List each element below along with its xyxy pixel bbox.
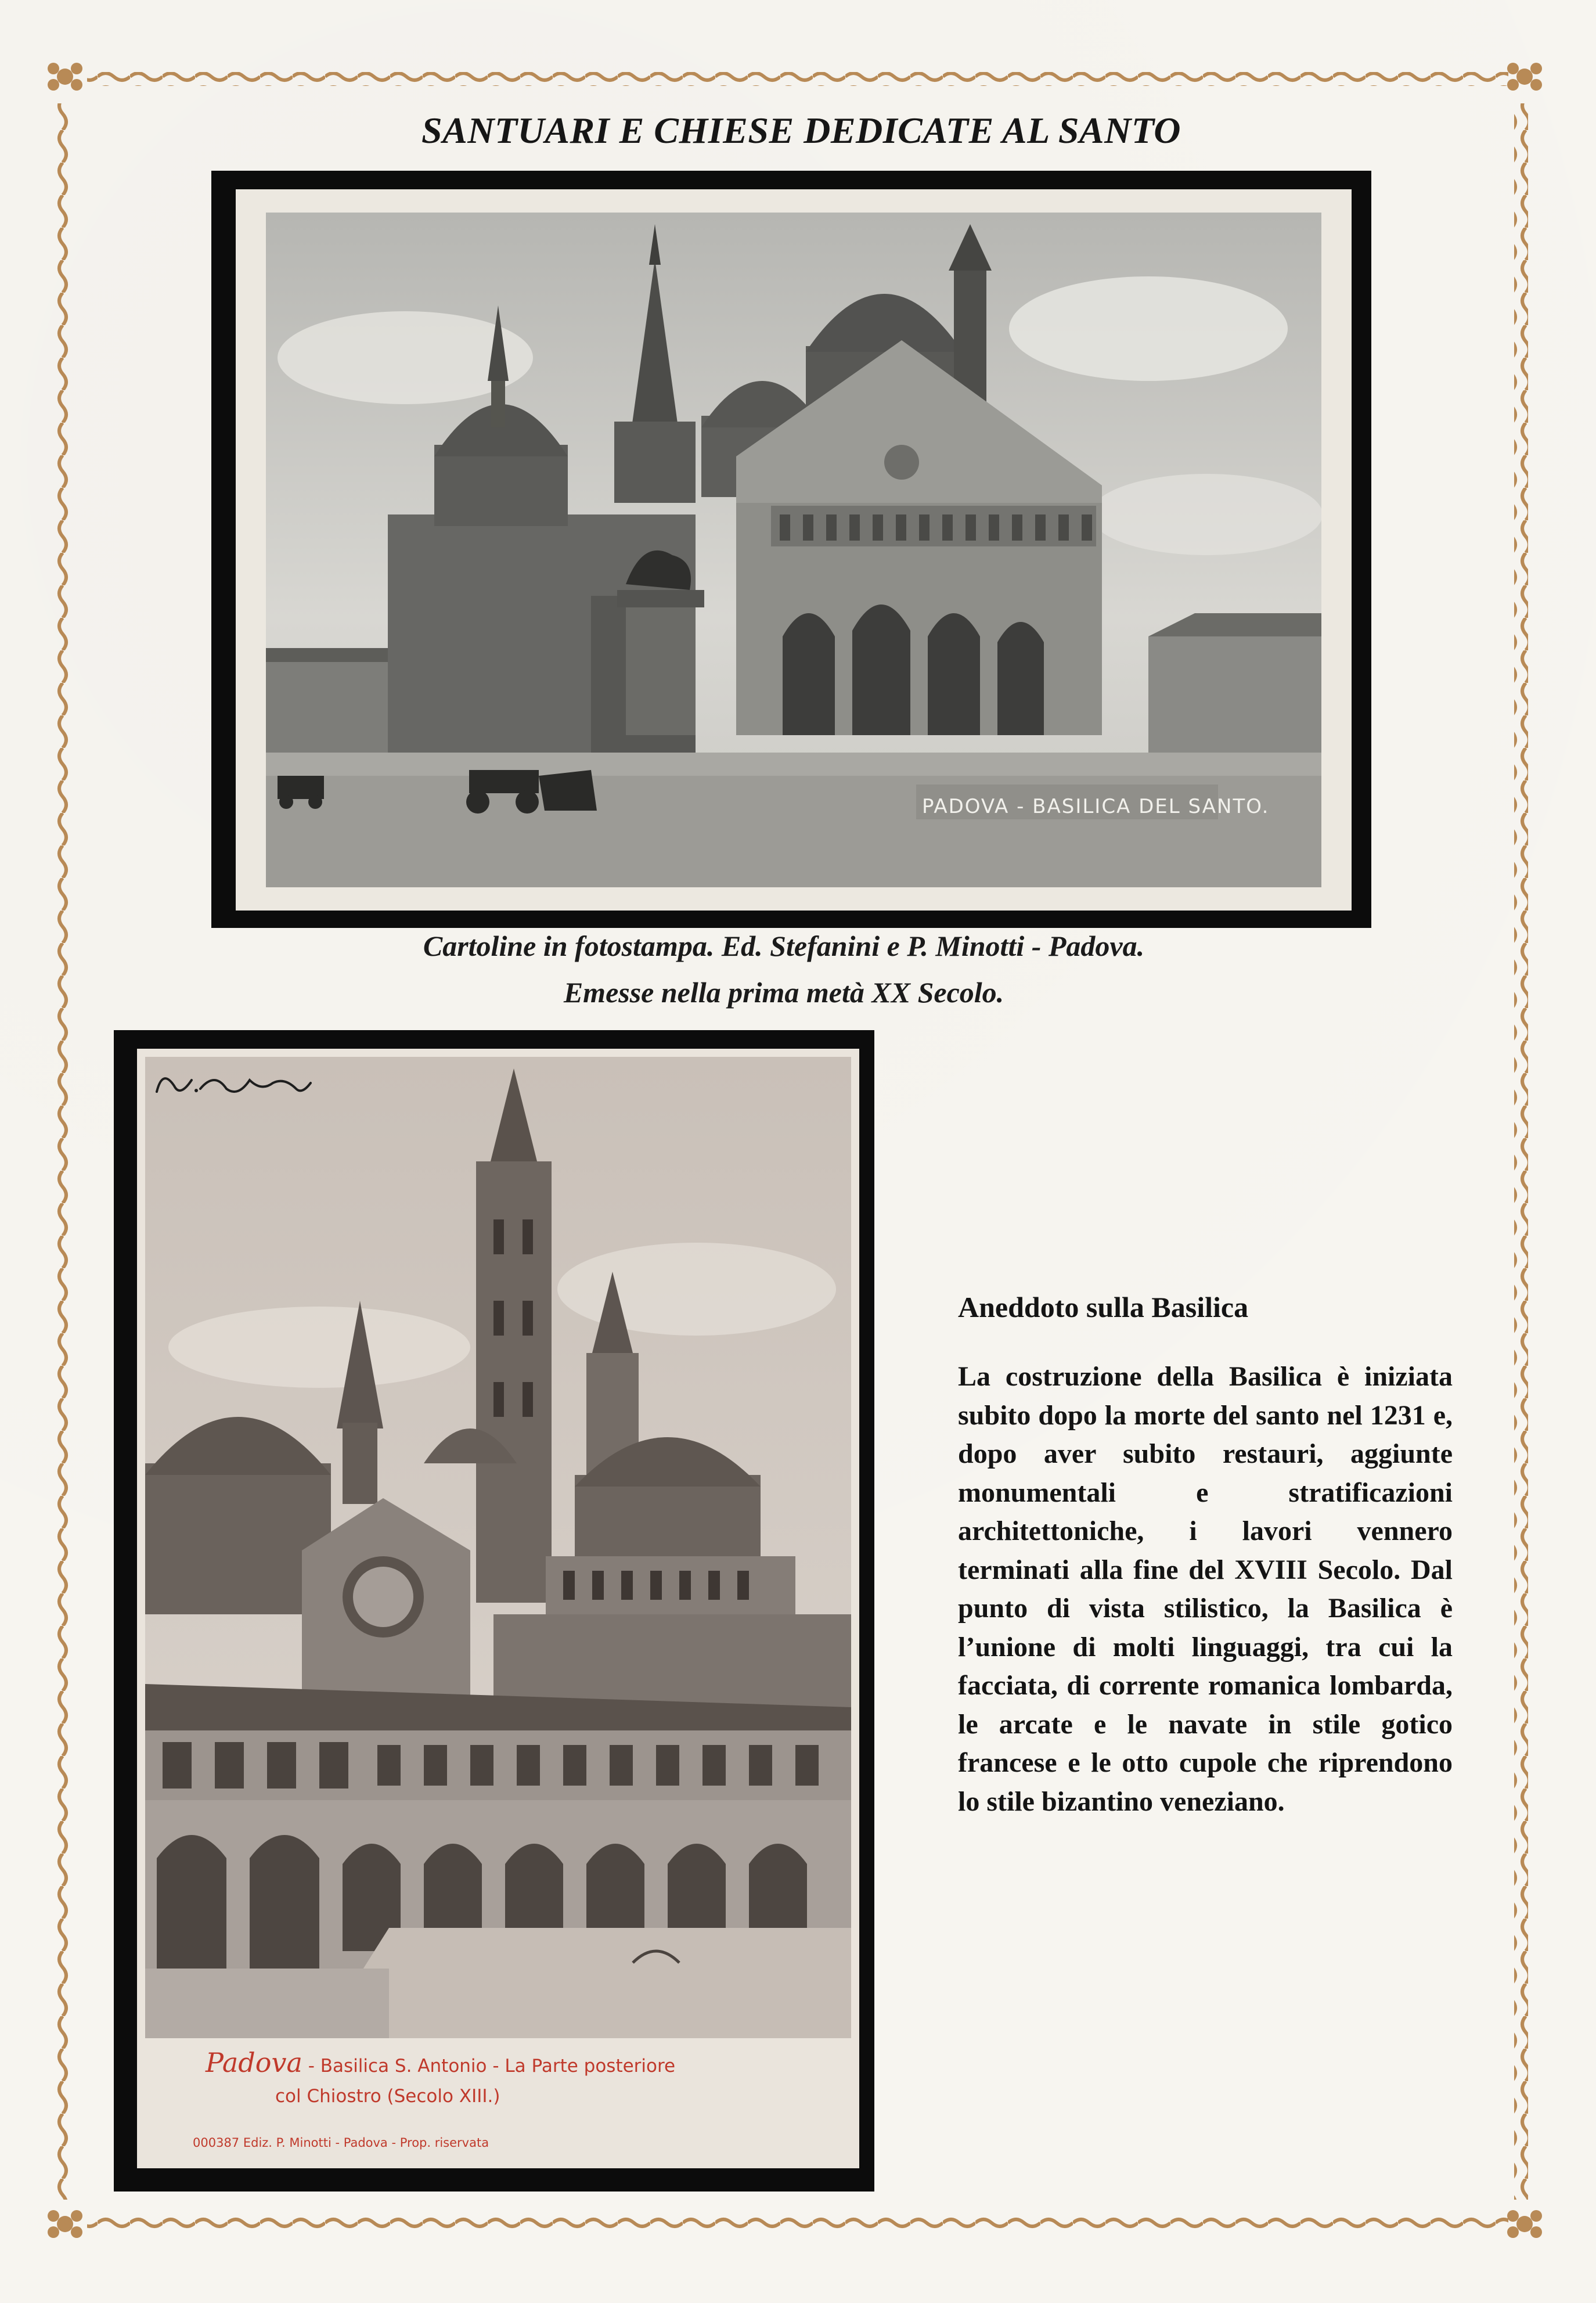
postcard-bottom-caption bbox=[206, 2047, 844, 2111]
postcard-bottom-city: Padova bbox=[206, 2047, 302, 2078]
postcard-bottom-caption-line-2: col Chiostro (Secolo XIII.) bbox=[275, 2086, 500, 2107]
postcard-top bbox=[236, 189, 1352, 911]
anecdote-body: La costruzione della Basilica è iniziata subito dopo la morte del santo nel 1231 e, dopo aver subito restauri, aggiunte monumentali e stratificazioni architettoniche, i lavori vennero terminati alla fine del XVIII Secolo. Dal punto di vista stilistico, la Basilica è l’unione di molti linguaggi, tra cui la facciata, di corrente romanica lombarda, le arcate e le navate in stile gotico francese e le otto cupole che riprendono lo stile bizantino veneziano. bbox=[958, 1361, 1453, 1817]
postcard-bottom-caption-line-1: - Basilica S. Antonio - La Parte posteriore bbox=[308, 2056, 676, 2077]
basilica-facade-photo bbox=[266, 213, 1321, 887]
postcard-bottom bbox=[137, 1049, 859, 2168]
anecdote-title: Aneddoto sulla Basilica bbox=[958, 1291, 1249, 1323]
handwritten-signature bbox=[145, 1057, 319, 1109]
postcard-bottom-publisher: 000387 Ediz. P. Minotti - Padova - Prop. riservata bbox=[193, 2136, 489, 2150]
caption-line-1: Cartoline in fotostampa. Ed. Stefanini e P. Minotti - Padova. bbox=[423, 930, 1145, 962]
caption-line-2: Emesse nella prima metà XX Secolo. bbox=[563, 976, 1004, 1009]
basilica-cloister-photo bbox=[145, 1057, 851, 2038]
postcard-top-imprint: PADOVA - BASILICA DEL SANTO. bbox=[922, 795, 1270, 818]
page-title: SANTUARI E CHIESE DEDICATE AL SANTO bbox=[421, 110, 1181, 151]
